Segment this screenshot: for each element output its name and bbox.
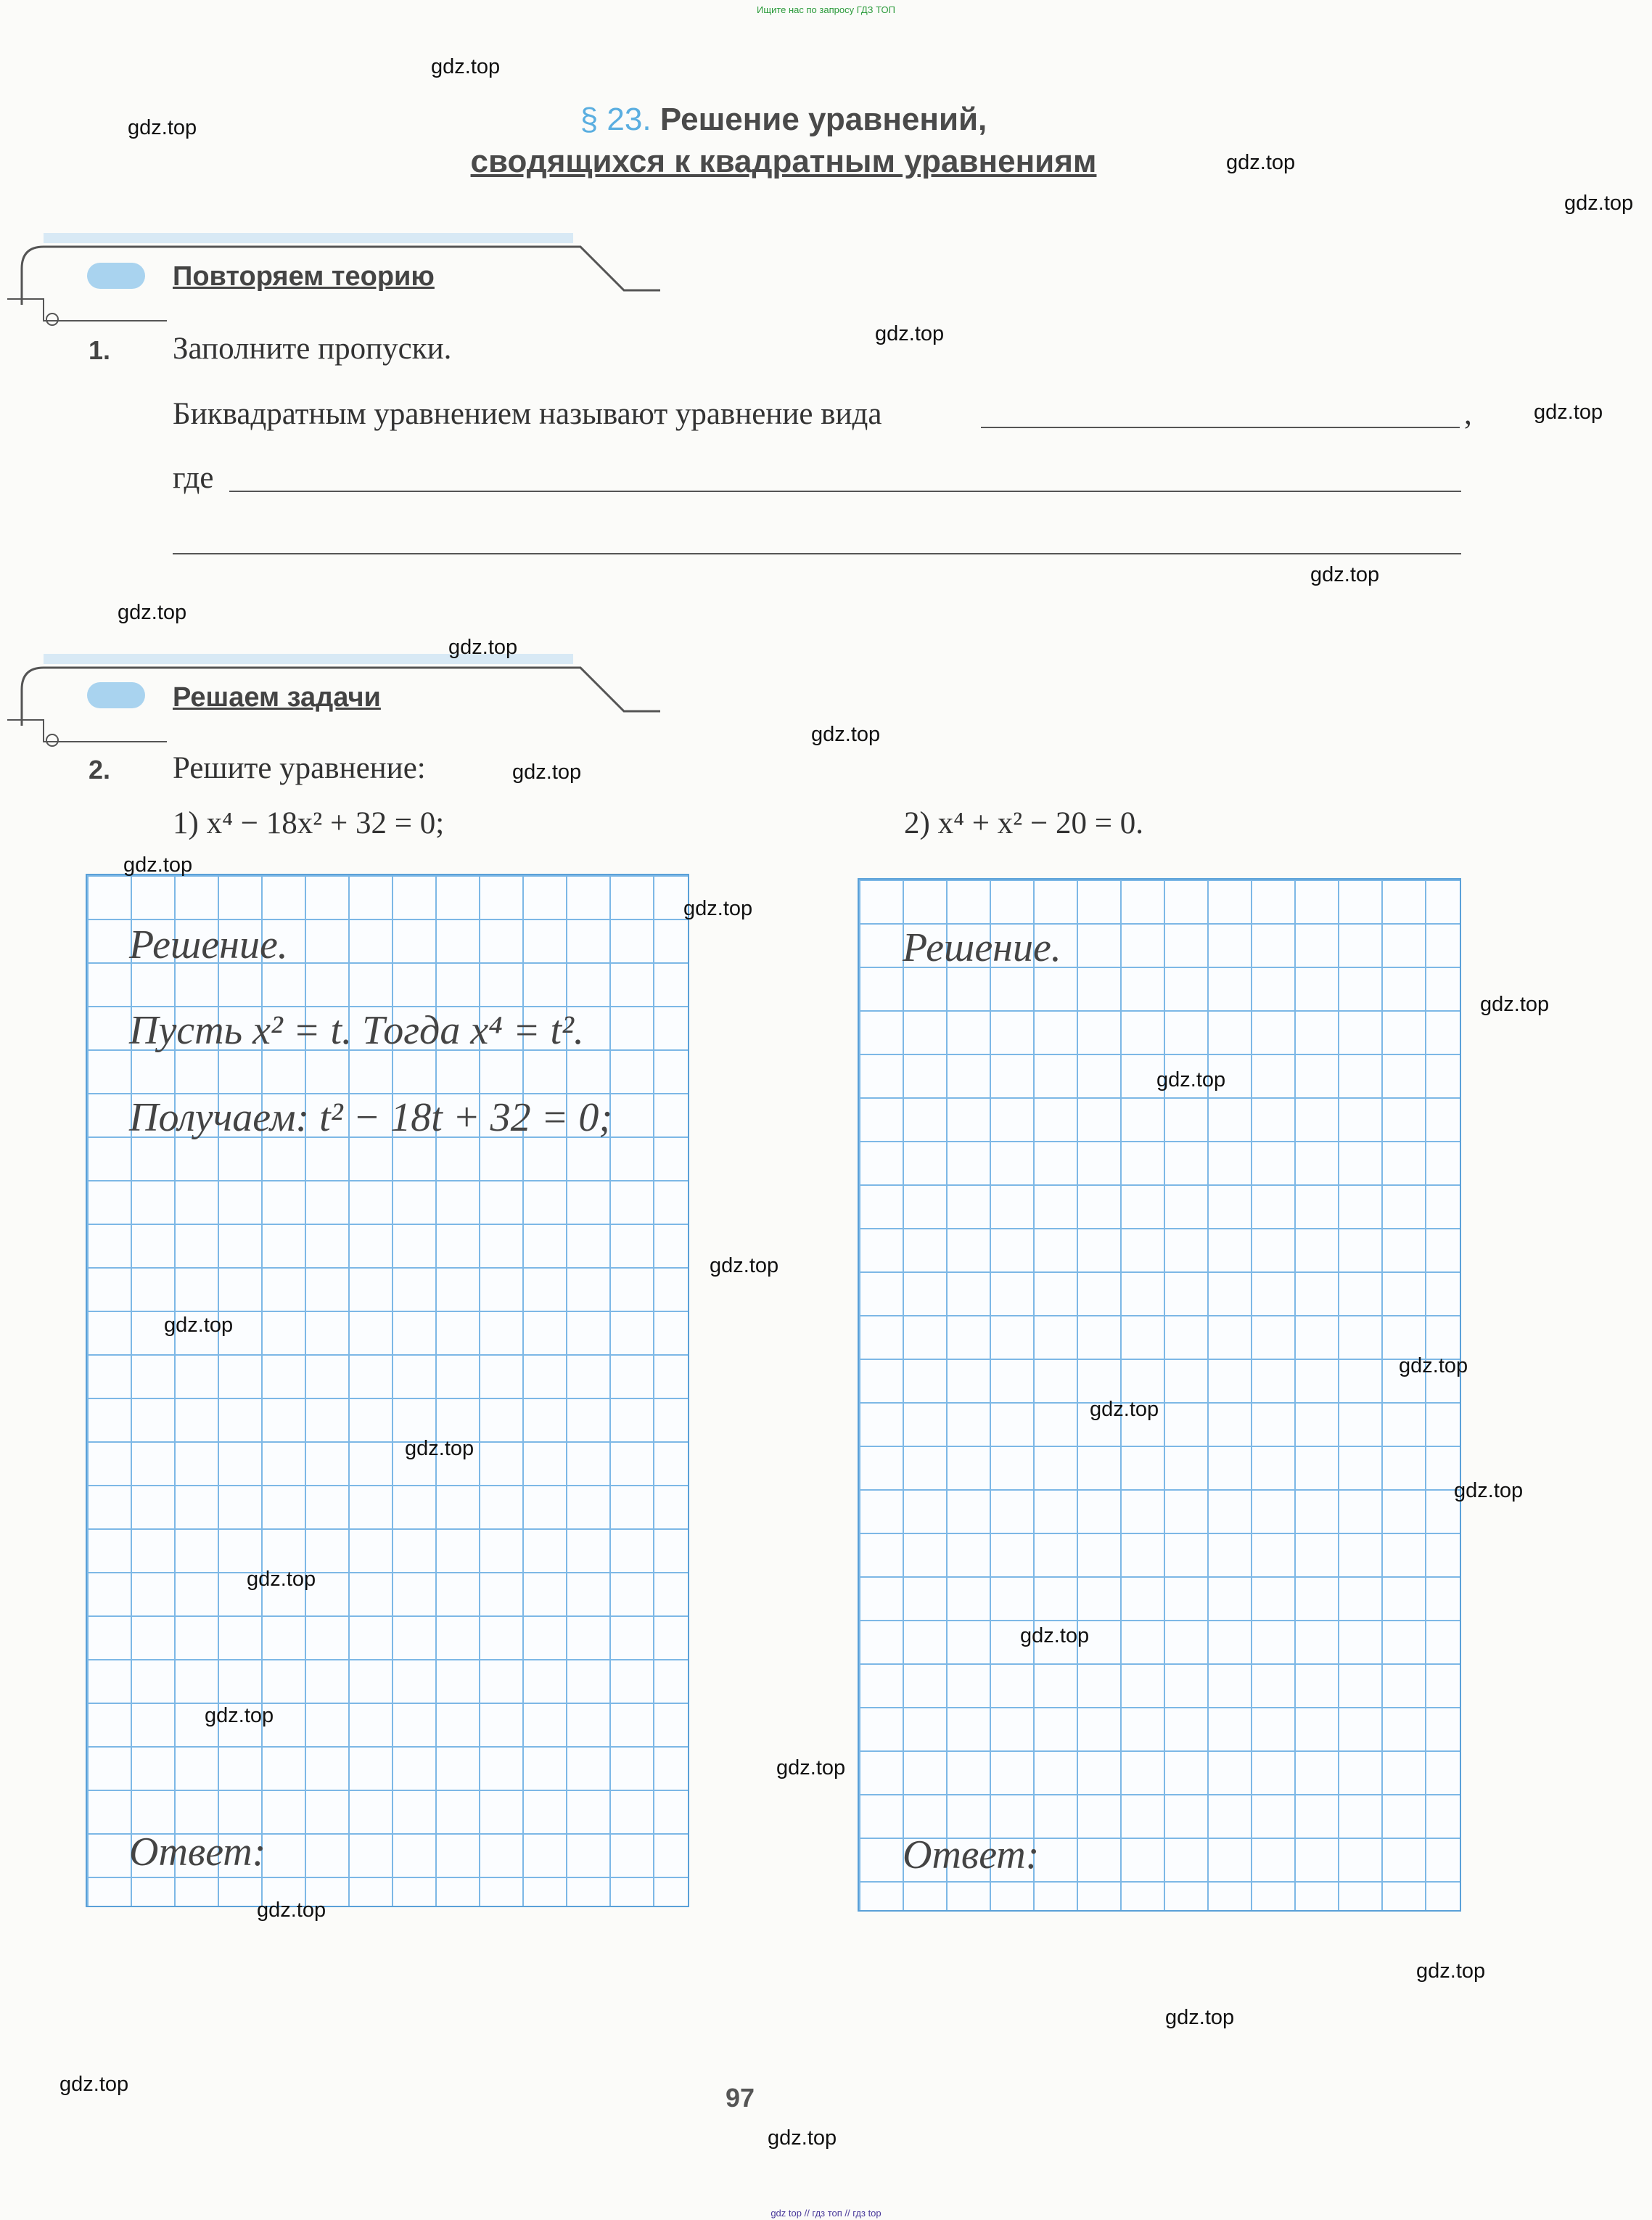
watermark: gdz.top bbox=[875, 322, 945, 345]
watermark: gdz.top bbox=[164, 1314, 234, 1337]
watermark: gdz.top bbox=[247, 1568, 316, 1591]
task1-sentence: Биквадратным уравнением называют уравнение вида bbox=[173, 397, 882, 431]
task2-equation-2: 2) x⁴ + x² − 20 = 0. bbox=[904, 806, 1143, 840]
watermark: gdz.top bbox=[768, 2126, 837, 2150]
watermark: gdz.top bbox=[1156, 1068, 1226, 1091]
task1-comma: , bbox=[1464, 397, 1472, 431]
section-marker-problems bbox=[87, 682, 145, 708]
watermark: gdz.top bbox=[1480, 993, 1550, 1016]
watermark: gdz.top bbox=[118, 601, 187, 624]
section-heading-theory: Повторяем теорию bbox=[173, 261, 435, 292]
watermark: gdz.top bbox=[257, 1899, 326, 1922]
task1-instruction: Заполните пропуски. bbox=[173, 332, 452, 366]
watermark: gdz.top bbox=[405, 1437, 474, 1460]
left-solution-line2: Получаем: t² − 18t + 32 = 0; bbox=[129, 1095, 613, 1140]
watermark: gdz.top bbox=[1454, 1479, 1524, 1502]
watermark: gdz.top bbox=[683, 897, 753, 920]
watermark: gdz.top bbox=[1165, 2006, 1235, 2029]
section-heading-problems: Решаем задачи bbox=[173, 682, 381, 713]
task2-instruction: Решите уравнение: bbox=[173, 751, 426, 785]
watermark: gdz.top bbox=[512, 761, 582, 784]
watermark: gdz.top bbox=[205, 1704, 274, 1727]
left-solution-line1: Пусть x² = t. Тогда x⁴ = t². bbox=[129, 1008, 584, 1053]
task1-where: где bbox=[173, 461, 214, 495]
watermark: gdz.top bbox=[1020, 1624, 1090, 1647]
page-number: 97 bbox=[726, 2083, 755, 2113]
watermark: gdz.top bbox=[1310, 563, 1380, 586]
watermark: gdz.top bbox=[1226, 151, 1296, 174]
watermark: gdz.top bbox=[710, 1254, 779, 1277]
task2-equation-1: 1) x⁴ − 18x² + 32 = 0; bbox=[173, 806, 445, 840]
fill-blank-3[interactable] bbox=[173, 553, 1461, 554]
solution-grid-right[interactable] bbox=[858, 878, 1461, 1912]
fill-blank-2[interactable] bbox=[229, 491, 1461, 492]
title-line2: сводящихся к квадратным уравнениям bbox=[470, 144, 1097, 179]
watermark: gdz.top bbox=[123, 853, 193, 877]
right-answer-label: Ответ: bbox=[903, 1832, 1040, 1877]
section-number: § 23. bbox=[580, 102, 652, 137]
watermark: gdz.top bbox=[811, 723, 881, 746]
task1-number: 1. bbox=[89, 335, 111, 365]
watermark: gdz.top bbox=[1564, 192, 1634, 215]
page-title bbox=[392, 102, 1175, 138]
fill-blank-1[interactable] bbox=[981, 427, 1460, 428]
left-answer-label: Ответ: bbox=[129, 1830, 266, 1875]
section-marker-theory bbox=[87, 263, 145, 289]
watermark: gdz.top bbox=[128, 116, 197, 139]
watermark: gdz.top bbox=[1090, 1398, 1159, 1421]
watermark: gdz.top bbox=[59, 2073, 129, 2096]
watermark: gdz.top bbox=[448, 636, 518, 659]
right-solution-label: Решение. bbox=[903, 925, 1061, 970]
watermark: gdz.top bbox=[1416, 1959, 1486, 1983]
task2-number: 2. bbox=[89, 755, 111, 785]
watermark: gdz.top bbox=[776, 1756, 846, 1779]
bottom-note: gdz top // гдз топ // гдз top bbox=[770, 2208, 882, 2219]
watermark: gdz.top bbox=[1534, 401, 1603, 424]
left-solution-label: Решение. bbox=[129, 922, 288, 967]
watermark: gdz.top bbox=[1399, 1354, 1468, 1377]
top-search-note: Ищите нас по запросу ГДЗ ТОП bbox=[757, 4, 895, 15]
title-line1: Решение уравнений, bbox=[659, 102, 987, 137]
watermark: gdz.top bbox=[431, 55, 501, 78]
